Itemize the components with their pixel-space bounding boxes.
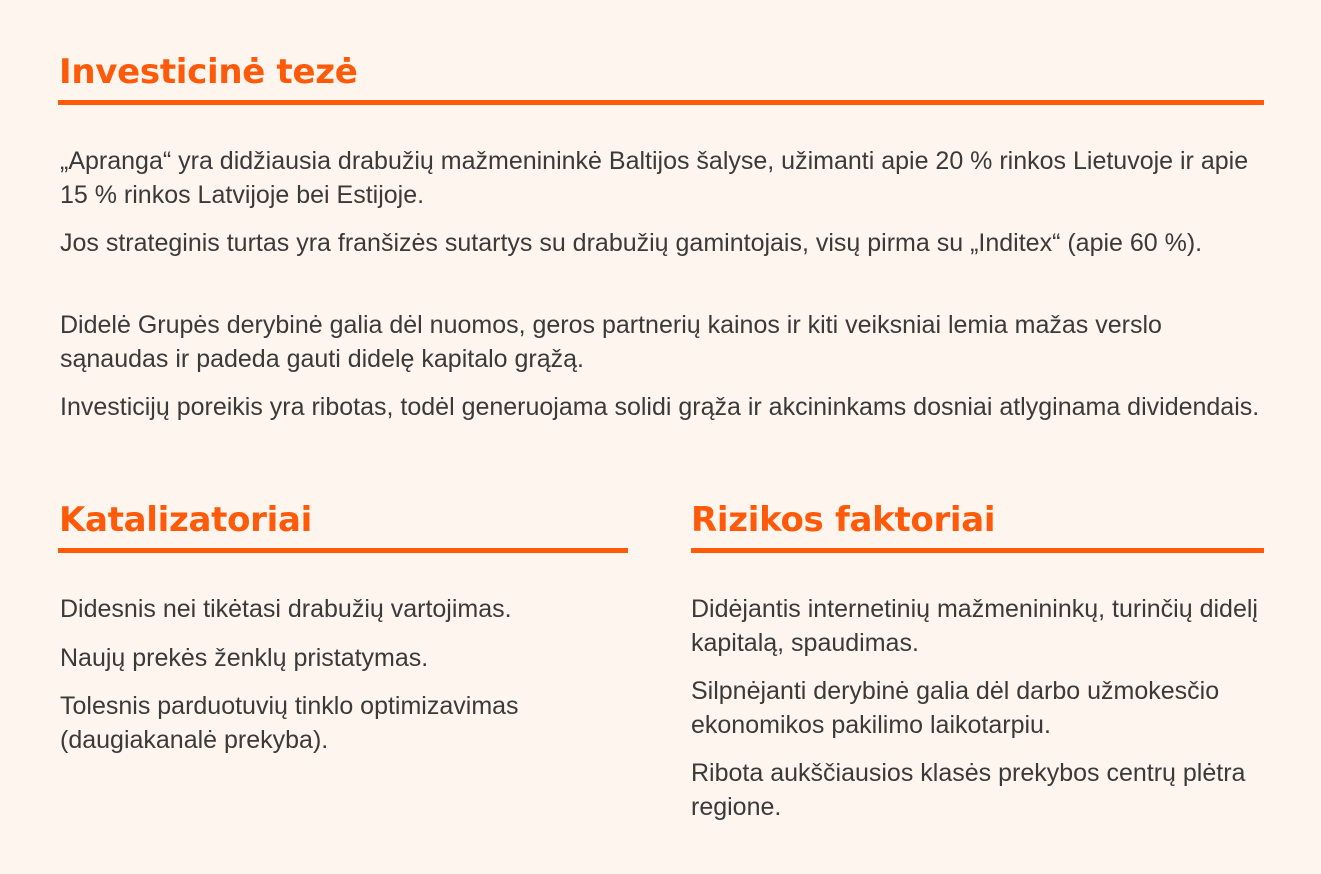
thesis-paragraph: Jos strateginis turtas yra franšizės sutartys su drabužių gamintojais, visų pirma su „Inditex“ (apie 60 %). — [60, 229, 1203, 257]
catalyst-item: Tolesnis parduotuvių tinklo optimizavimas (daugiakanalė prekyba). — [60, 692, 519, 754]
thesis-paragraph: Investicijų poreikis yra ribotas, todėl generuojama solidi grąža ir akcininkams dosniai atlyginama dividendais. — [60, 393, 1260, 421]
risk-item: Didėjantis internetinių mažmenininkų, turinčių didelį kapitalą, spaudimas. — [691, 595, 1258, 657]
catalysts-heading: Katalizatoriai — [59, 500, 312, 540]
risk-factors-heading: Rizikos faktoriai — [691, 500, 996, 540]
catalyst-item: Didesnis nei tikėtasi drabužių vartojimas. — [60, 595, 512, 623]
catalyst-item: Naujų prekės ženklų pristatymas. — [60, 644, 429, 672]
thesis-paragraph: Didelė Grupės derybinė galia dėl nuomos, geros partnerių kainos ir kiti veiksniai lemia mažas verslo sąnaudas ir padeda gauti didelę kapitalo grąžą. — [60, 311, 1162, 373]
catalysts-divider — [58, 548, 628, 553]
risk-factors-divider — [691, 548, 1264, 553]
risk-item: Silpnėjanti derybinė galia dėl darbo užmokesčio ekonomikos pakilimo laikotarpiu. — [691, 677, 1220, 739]
thesis-paragraph: „Apranga“ yra didžiausia drabužių mažmenininkė Baltijos šalyse, užimanti apie 20 % rinkos Lietuvoje ir apie 15 % rinkos Latvijoje bei Estijoje. — [60, 147, 1249, 209]
investment-thesis-divider — [58, 100, 1264, 105]
risk-item: Ribota aukščiausios klasės prekybos centrų plėtra regione. — [691, 759, 1246, 821]
investment-thesis-heading: Investicinė tezė — [59, 52, 358, 92]
